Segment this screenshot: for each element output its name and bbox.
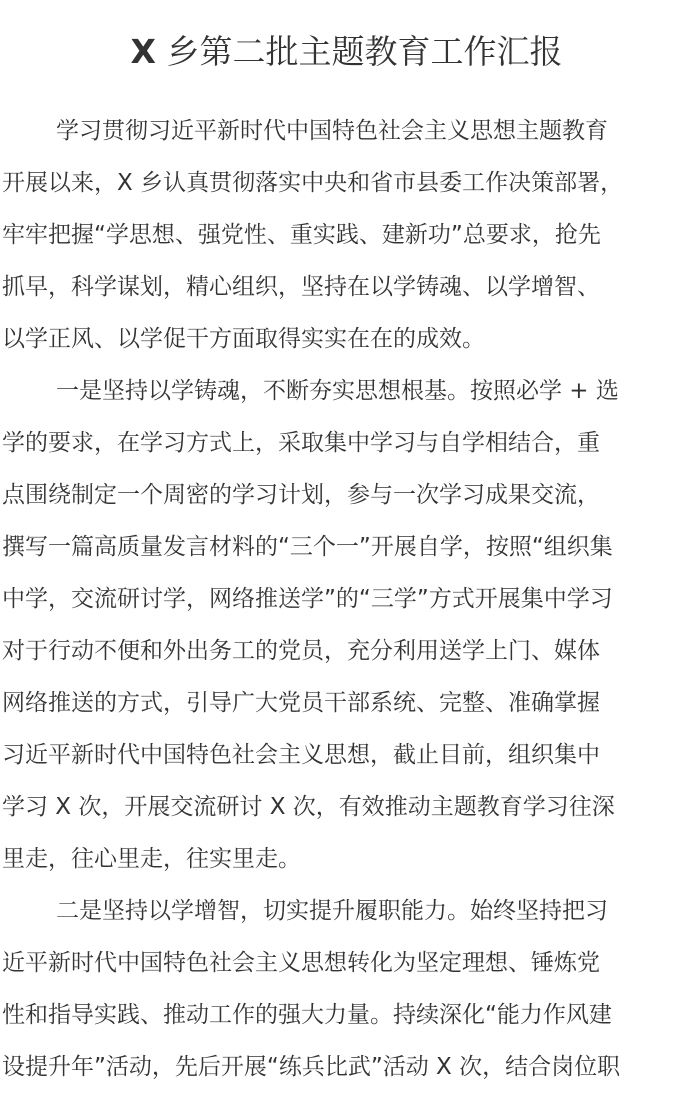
paragraph-3 xyxy=(2,885,692,1093)
title-rest: 乡第二批主题教育工作汇报 xyxy=(155,32,563,71)
paragraph-line: 二是坚持以学增智，切实提升履职能力。始终坚持把习 xyxy=(56,898,608,924)
paragraph-line: 一是坚持以学铸魂，不断夯实思想根基。按照必学 + 选 xyxy=(56,378,619,404)
paragraph-line: 抓早，科学谋划，精心组织，坚持在以学铸魂、以学增智、 xyxy=(2,274,600,300)
paragraph-line: 里走，往心里走，往实里走。 xyxy=(2,846,301,872)
title-lead: X xyxy=(130,32,156,71)
paragraph-line: 对于行动不便和外出务工的党员，充分利用送学上门、媒体 xyxy=(2,638,600,664)
paragraph-line: 中学，交流研讨学，网络推送学”的“三学”方式开展集中学习 xyxy=(2,586,613,612)
paragraph-line: 开展以来，X 乡认真贯彻落实中央和省市县委工作决策部署， xyxy=(2,170,624,196)
paragraph-line: 以学正风、以学促干方面取得实实在在的成效。 xyxy=(2,326,485,352)
paragraph-line: 设提升年”活动，先后开展“练兵比武”活动 X 次，结合岗位职 xyxy=(2,1054,621,1080)
paragraph-line: 网络推送的方式，引导广大党员干部系统、完整、准确掌握 xyxy=(2,690,600,716)
paragraph-line: 学习贯彻习近平新时代中国特色社会主义思想主题教育 xyxy=(56,118,608,144)
paragraph-line: 学习 X 次，开展交流研讨 X 次，有效推动主题教育学习往深 xyxy=(2,794,615,820)
paragraph-line: 点围绕制定一个周密的学习计划，参与一次学习成果交流， xyxy=(2,482,600,508)
paragraph-line: 性和指导实践、推动工作的强大力量。持续深化“能力作风建 xyxy=(2,1002,612,1028)
paragraph-line: 近平新时代中国特色社会主义思想转化为坚定理想、锤炼党 xyxy=(2,950,600,976)
paragraph-line: 习近平新时代中国特色社会主义思想，截止目前，组织集中 xyxy=(2,742,600,768)
paragraph-1 xyxy=(2,105,692,365)
paragraph-2 xyxy=(2,365,692,885)
paragraph-line: 牢牢把握“学思想、强党性、重实践、建新功”总要求，抢先 xyxy=(2,222,601,248)
document-title xyxy=(0,28,693,76)
paragraph-line: 撰写一篇高质量发言材料的“三个一”开展自学，按照“组织集 xyxy=(2,534,613,560)
paragraph-line: 学的要求，在学习方式上，采取集中学习与自学相结合，重 xyxy=(2,430,600,456)
document-body xyxy=(2,105,692,1093)
